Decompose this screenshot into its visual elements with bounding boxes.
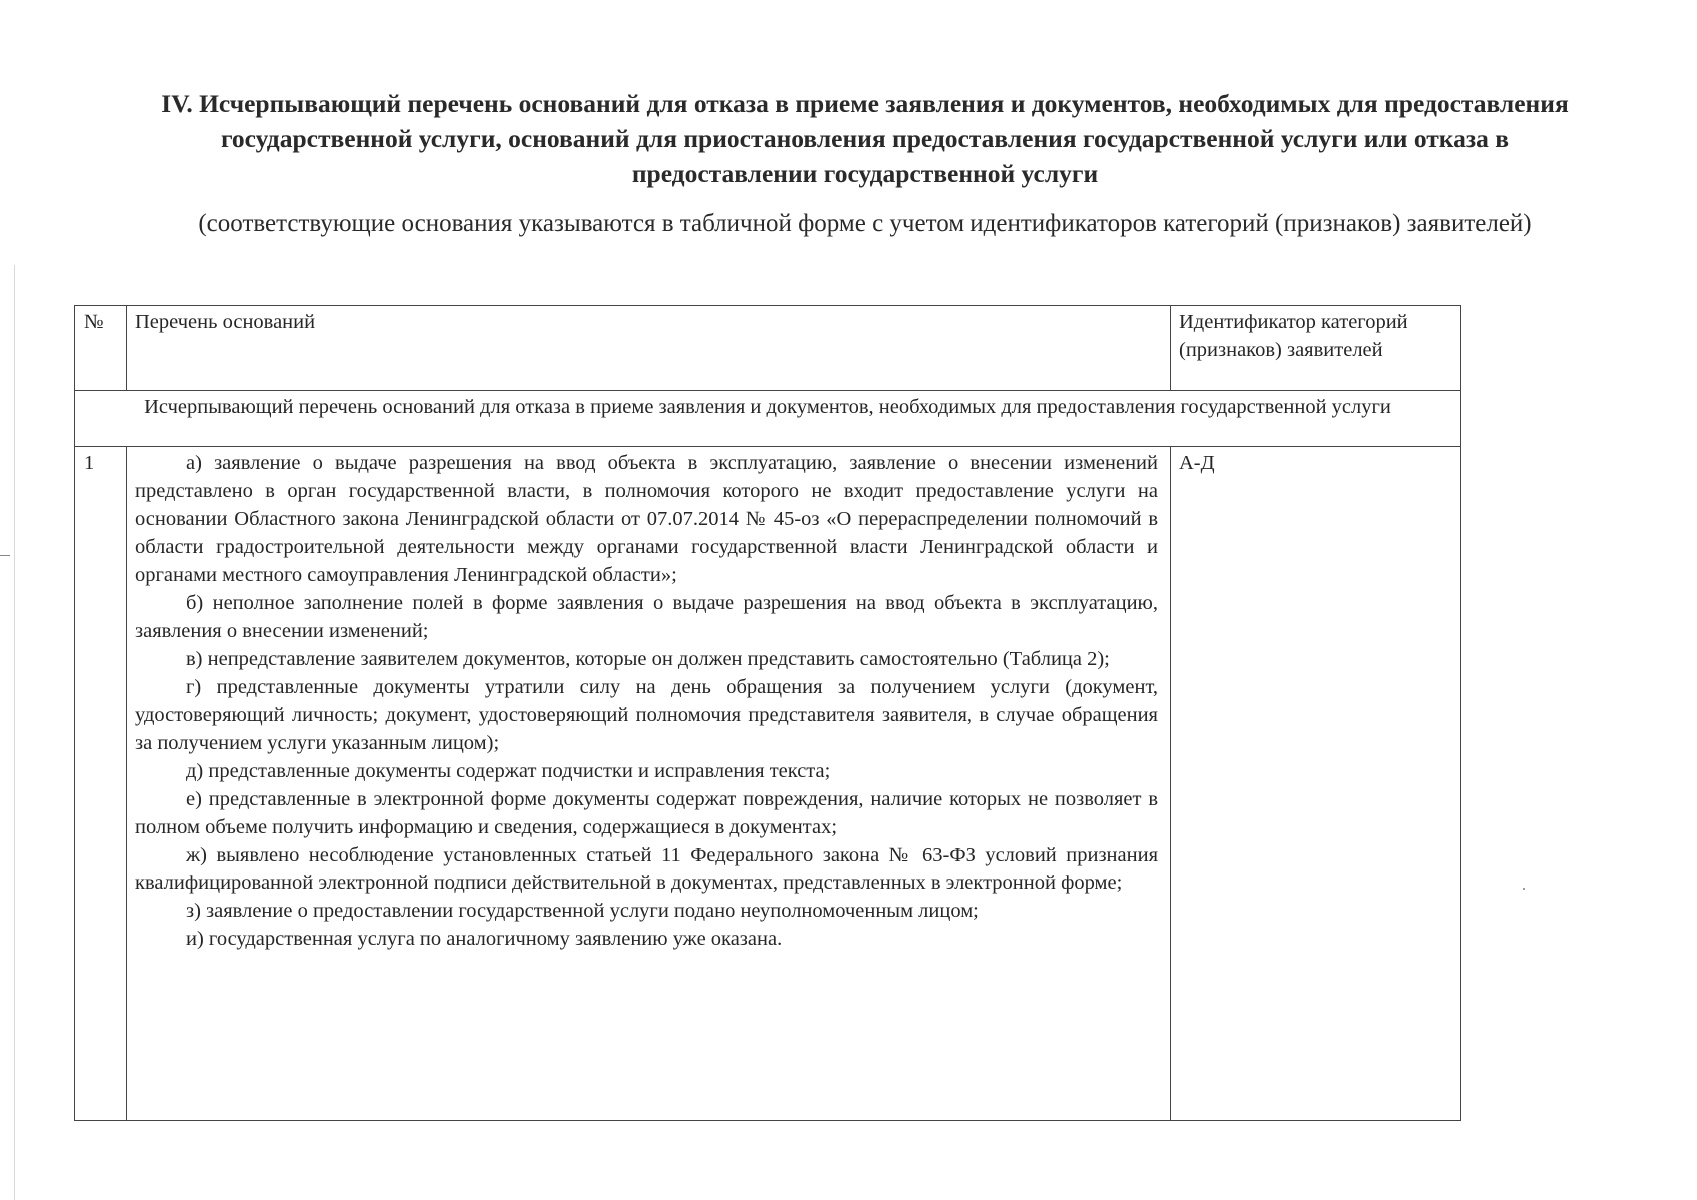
section-heading-line-3: предоставлении государственной услуги xyxy=(631,159,1099,188)
section-title-cell: Исчерпывающий перечень оснований для отказа в приеме заявления и документов, необходимых для предоставления государственной услуги xyxy=(75,391,1461,447)
list-item: з) заявление о предоставлении государственной услуги подано неуполномоченным лицом; xyxy=(186,900,979,922)
table-section-row xyxy=(75,391,1461,447)
section-subheading: (соответствующие основания указываются в табличной форме с учетом идентификаторов категорий (признаков) заявителей) xyxy=(198,210,1532,237)
header-list: Перечень оснований xyxy=(127,306,1171,391)
section-heading xyxy=(70,86,1660,191)
table-header-row xyxy=(75,306,1461,391)
table-row xyxy=(75,447,1461,1121)
section-heading-line-2: государственной услуги, оснований для приостановления предоставления государственной услуги или отказа в xyxy=(220,124,1510,153)
header-num: № xyxy=(75,306,127,391)
grounds-table xyxy=(74,305,1461,1121)
row-identifier: А-Д xyxy=(1171,447,1461,1121)
section-heading-line-1: IV. Исчерпывающий перечень оснований для отказа в приеме заявления и документов, необходимых для предоставления xyxy=(161,89,1569,118)
scan-edge-line xyxy=(14,265,15,1200)
list-item: б) неполное заполнение полей в форме заявления о выдаче разрешения на ввод объекта в эксплуатацию, заявления о внесении изменений; xyxy=(135,592,1158,642)
list-item: в) непредставление заявителем документов, которые он должен представить самостоятельно (Таблица 2); xyxy=(186,648,1110,670)
row-num: 1 xyxy=(75,447,127,1121)
scan-dot xyxy=(1523,888,1525,890)
row-grounds-list xyxy=(127,447,1171,1121)
list-item: г) представленные документы утратили силу на день обращения за получением услуги (документ, удостоверяющий личность; документ, удостоверяющий полномочия представителя заявителя, в случае обращения за получением услуги указанным лицом); xyxy=(135,676,1158,754)
scan-edge-mark xyxy=(0,555,10,556)
header-identifier: Идентификатор категорий (признаков) заявителей xyxy=(1171,306,1461,391)
list-item: и) государственная услуга по аналогичному заявлению уже оказана. xyxy=(186,928,783,950)
list-item: е) представленные в электронной форме документы содержат повреждения, наличие которых не позволяет в полном объеме получить информацию и сведения, содержащиеся в документах; xyxy=(135,788,1158,838)
list-item: ж) выявлено несоблюдение установленных статьей 11 Федерального закона № 63-ФЗ условий признания квалифицированной электронной подписи действительной в документах, представленных в электронной форме; xyxy=(135,844,1158,894)
list-item: д) представленные документы содержат подчистки и исправления текста; xyxy=(186,760,831,782)
list-item: а) заявление о выдаче разрешения на ввод объекта в эксплуатацию, заявление о внесении изменений представлено в орган государственной власти, в полномочия которого не входит предоставление услуги на основании Областного закона Ленинградской области от 07.07.2014 № 45-оз «О перераспределении полномочий в области градостроительной деятельности между органами государственной власти Ленинградской области и органами местного самоуправления Ленинградской области»; xyxy=(135,452,1158,586)
